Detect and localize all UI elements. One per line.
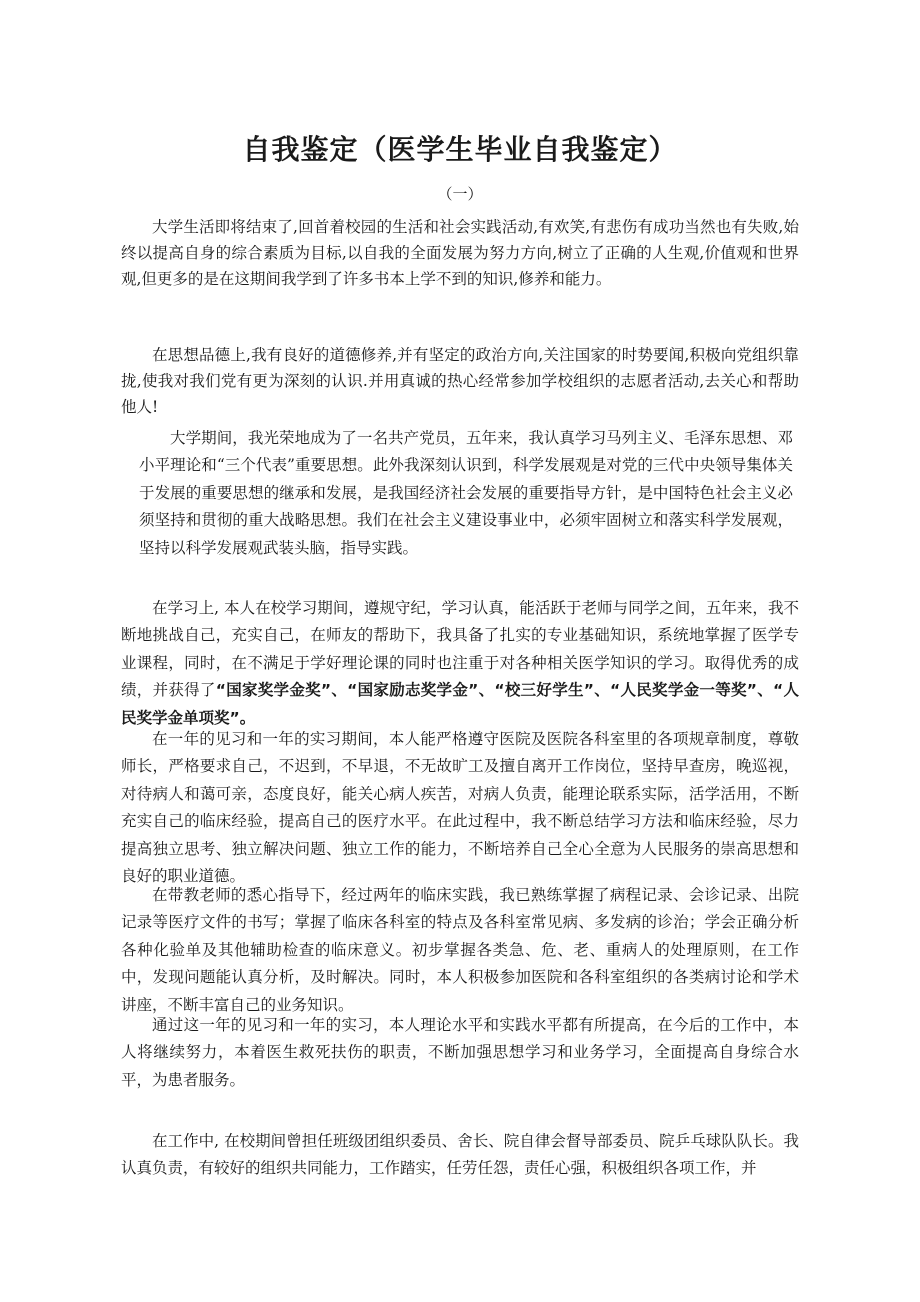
document-title: 自我鉴定（医学生毕业自我鉴定）: [242, 133, 678, 166]
awards-list: “国家奖学金奖”、“国家励志奖学金”、“校三好学生”、“人民奖学金一等奖”、“人民奖学金单项奖”。: [121, 681, 799, 727]
paragraph-intro: 大学生活即将结束了,回首着校园的生活和社会实践活动,有欢笑,有悲伤有成功当然也有失败,始终以提高自身的综合素质为目标,以自我的全面发展为努力方向,树立了正确的人生观,价值观和世界观,但更多的是在这期间我学到了许多书本上学不到的知识,修养和能力。: [121, 218, 799, 288]
paragraph-summary: 通过这一年的见习和一年的实习，本人理论水平和实践水平都有所提高，在今后的工作中，本人将继续努力，本着医生救死扶伤的职责，不断加强思想学习和业务学习，全面提高自身综合水平，为患者服务。: [121, 1016, 799, 1089]
paragraph-work: 在工作中, 在校期间曾担任班级团组织委员、舍长、院自律会督导部委员、院乒乓球队队长。我认真负责，有较好的组织共同能力，工作踏实，任劳任怨，责任心强，积极组织各项工作，并: [121, 1132, 799, 1178]
paragraph-internship: 在一年的见习和一年的实习期间，本人能严格遵守医院及医院各科室里的各项规章制度，尊敬师长，严格要求自己，不迟到，不早退，不无故旷工及擅自离开工作岗位，坚持早查房，晚巡视，对待病人和蔼可亲，态度良好，能关心病人疾苦，对病人负责，能理论联系实际，活学活用，不断充实自己的临床经验，提高自己的医疗水平。在此过程中，我不断总结学习方法和临床经验，尽力提高独立思考、独立解决问题、独立工作的能力，不断培养自己全心全意为人民服务的崇高思想和良好的职业道德。: [121, 730, 799, 886]
paragraph-morality: 在思想品德上,我有良好的道德修养,并有坚定的政治方向,关注国家的时势要闻,积极向党组织靠拢,使我对我们党有更为深刻的认识.并用真诚的热心经常参加学校组织的志愿者活动,去关心和帮助他人!: [121, 346, 799, 416]
paragraph-party: 大学期间，我光荣地成为了一名共产党员，五年来，我认真学习马列主义、毛泽东思想、邓小平理论和“三个代表”重要思想。此外我深刻认识到，科学发展观是对党的三代中央领导集体关于发展的重要思想的继承和发展，是我国经济社会发展的重要指导方针，是中国特色社会主义必须坚持和贯彻的重大战略思想。我们在社会主义建设事业中，必须牢固树立和落实科学发展观，坚持以科学发展观武装头脑，指导实践。: [139, 429, 793, 557]
paragraph-clinical: 在带教老师的悉心指导下，经过两年的临床实践，我已熟练掌握了病程记录、会诊记录、出院记录等医疗文件的书写；掌握了临床各科室的特点及各科室常见病、多发病的诊治；学会正确分析各种化验单及其他辅助检查的临床意义。初步掌握各类急、危、老、重病人的处理原则，在工作中，发现问题能认真分析，及时解决。同时，本人积极参加医院和各科室组织的各类病讨论和学术讲座，不断丰富自己的业务知识。: [121, 886, 799, 1014]
paragraph-study: [121, 595, 799, 732]
section-number: （一）: [437, 185, 483, 203]
study-text: 在学习上, 本人在校学习期间，遵规守纪，学习认真，能活跃于老师与同学之间，五年来，我不断地挑战自己，充实自己，在师友的帮助下，我具备了扎实的专业基础知识，系统地掌握了医学专业课程，同时，在不满足于学好理论课的同时也注重于对各种相关医学知识的学习。取得优秀的成绩，并获得了: [121, 599, 799, 700]
